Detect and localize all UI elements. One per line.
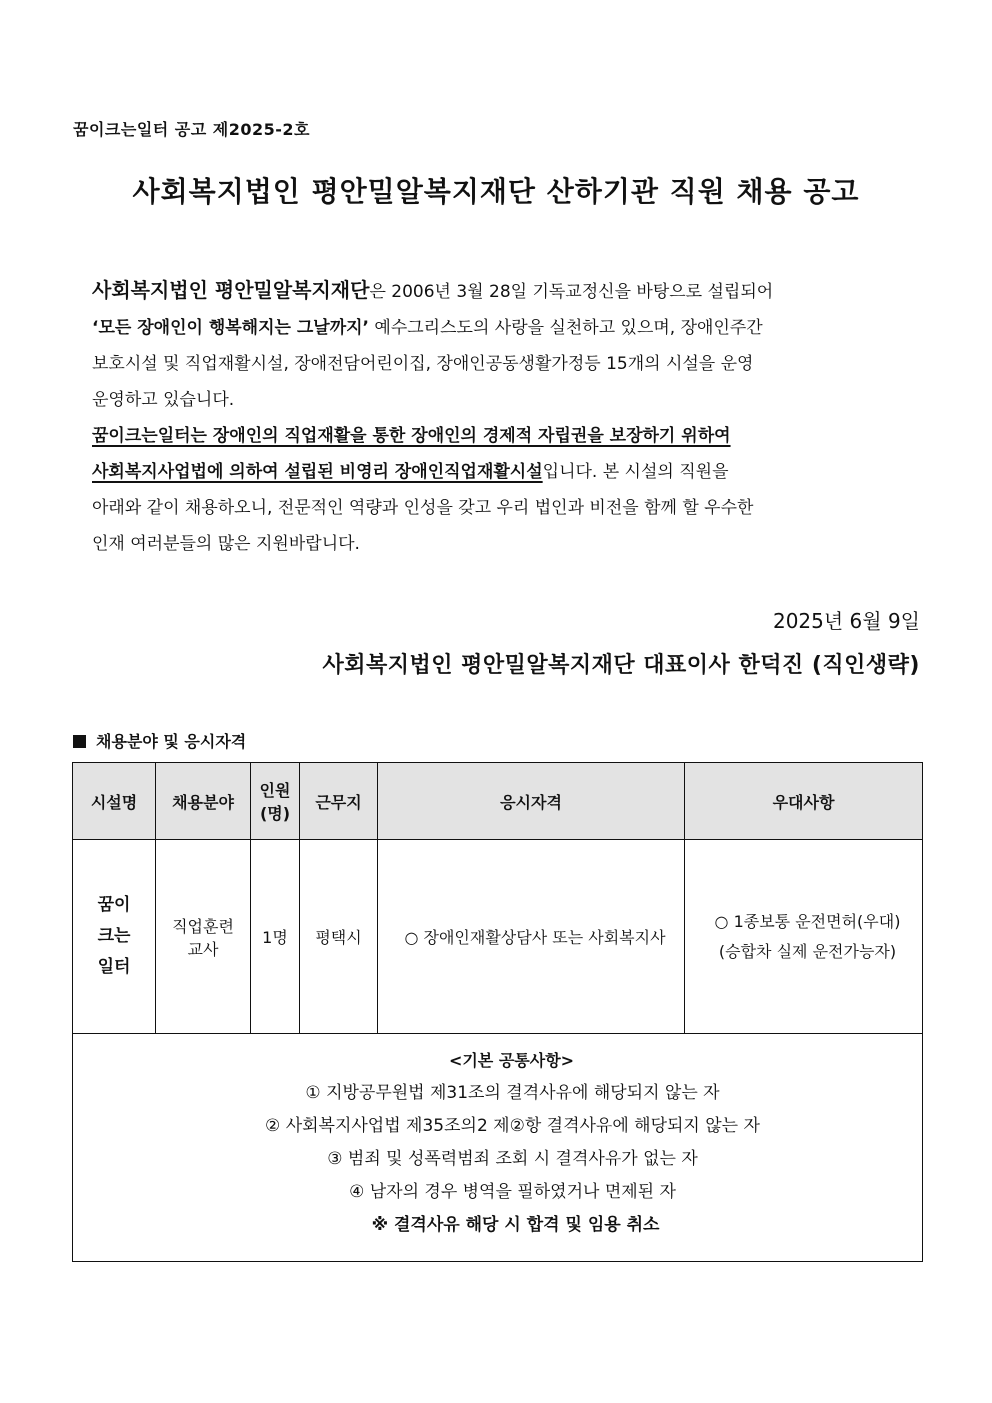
header-qualification: 응시자격	[378, 763, 685, 840]
intro-line-1-text: 은 2006년 3월 28일 기독교정신을 바탕으로 설립되어	[369, 282, 774, 302]
common-requirements-title: <기본 공통사항>	[448, 1051, 575, 1070]
intro-paragraph	[92, 272, 922, 562]
facility-line2: 크는	[97, 926, 131, 946]
list-item: ④ 남자의 경우 병역을 필하였거나 면제된 자	[349, 1182, 676, 1202]
header-count-line2: (명)	[259, 804, 291, 823]
intro-line-6	[92, 454, 922, 490]
section-title-text: 채용분야 및 응시자격	[96, 732, 247, 751]
header-facility: 시설명	[73, 763, 156, 840]
recruitment-table	[72, 762, 923, 1262]
intro-line-7: 아래와 같이 채용하오니, 전문적인 역량과 인성을 갖고 우리 법인과 비전을 함께 할 우수한	[92, 498, 754, 518]
intro-line-2	[92, 310, 922, 346]
facility-line3: 일터	[97, 957, 131, 977]
facility-line1: 꿈이	[97, 895, 131, 915]
notice-number: 꿈이크는일터 공고 제2025-2호	[73, 120, 311, 139]
common-requirements-list	[101, 1077, 922, 1209]
field-line1: 직업훈련	[172, 916, 234, 936]
intro-line-6-text: 입니다. 본 시설의 직원을	[542, 462, 729, 482]
cell-preference	[685, 840, 923, 1034]
facility-type-underlined: 사회복지사업법에 의하여 설립된 비영리 장애인직업재활시설	[92, 462, 543, 482]
intro-line-4: 운영하고 있습니다.	[92, 390, 235, 410]
square-bullet-icon	[73, 735, 86, 748]
preference-line2: (승합차 실제 운전가능자)	[718, 941, 897, 961]
signer-line: 사회복지법인 평안밀알복지재단 대표이사 한덕진 (직인생략)	[322, 653, 920, 678]
common-requirements-row	[73, 1034, 923, 1262]
header-preference: 우대사항	[685, 763, 923, 840]
cell-location: 평택시	[300, 840, 378, 1034]
header-count-line1: 인원	[259, 781, 291, 800]
foundation-name: 사회복지법인 평안밀알복지재단	[92, 278, 370, 302]
table-row	[73, 840, 923, 1034]
header-location: 근무지	[300, 763, 378, 840]
cell-facility	[73, 840, 156, 1034]
foundation-motto: ‘모든 장애인이 행복해지는 그날까지’	[92, 318, 370, 338]
common-requirements-cell	[73, 1034, 923, 1262]
cell-field	[156, 840, 251, 1034]
intro-line-3: 보호시설 및 직업재활시설, 장애전담어린이집, 장애인공동생활가정등 15개의 시설을 운영	[92, 354, 754, 374]
notice-date: 2025년 6월 9일	[772, 609, 920, 633]
list-item: ③ 범죄 및 성폭력범죄 조회 시 결격사유가 없는 자	[327, 1149, 698, 1169]
header-field: 채용분야	[156, 763, 251, 840]
intro-line-5	[92, 418, 922, 454]
page-title: 사회복지법인 평안밀알복지재단 산하기관 직원 채용 공고	[132, 175, 860, 208]
preference-line1: ○ 1종보통 운전면허(우대)	[714, 911, 901, 931]
intro-line-2-text: 예수그리스도의 사랑을 실천하고 있으며, 장애인주간	[369, 318, 763, 338]
cell-qualification: ○ 장애인재활상담사 또는 사회복지사	[378, 840, 685, 1034]
disqualification-note: ※ 결격사유 해당 시 합격 및 임용 취소	[371, 1215, 660, 1235]
table-header-row	[73, 763, 923, 840]
list-item: ② 사회복지사업법 제35조의2 제②항 결격사유에 해당되지 않는 자	[265, 1116, 760, 1136]
intro-line-1	[92, 272, 922, 310]
facility-purpose-underlined: 꿈이크는일터는 장애인의 직업재활을 통한 장애인의 경제적 자립권을 보장하기 위하여	[92, 426, 731, 446]
header-count	[251, 763, 300, 840]
list-item: ① 지방공무원법 제31조의 결격사유에 해당되지 않는 자	[305, 1083, 720, 1103]
intro-line-8: 인재 여러분들의 많은 지원바랍니다.	[92, 534, 360, 554]
cell-count: 1명	[251, 840, 300, 1034]
field-line2: 교사	[187, 939, 219, 959]
section-title	[73, 729, 246, 752]
